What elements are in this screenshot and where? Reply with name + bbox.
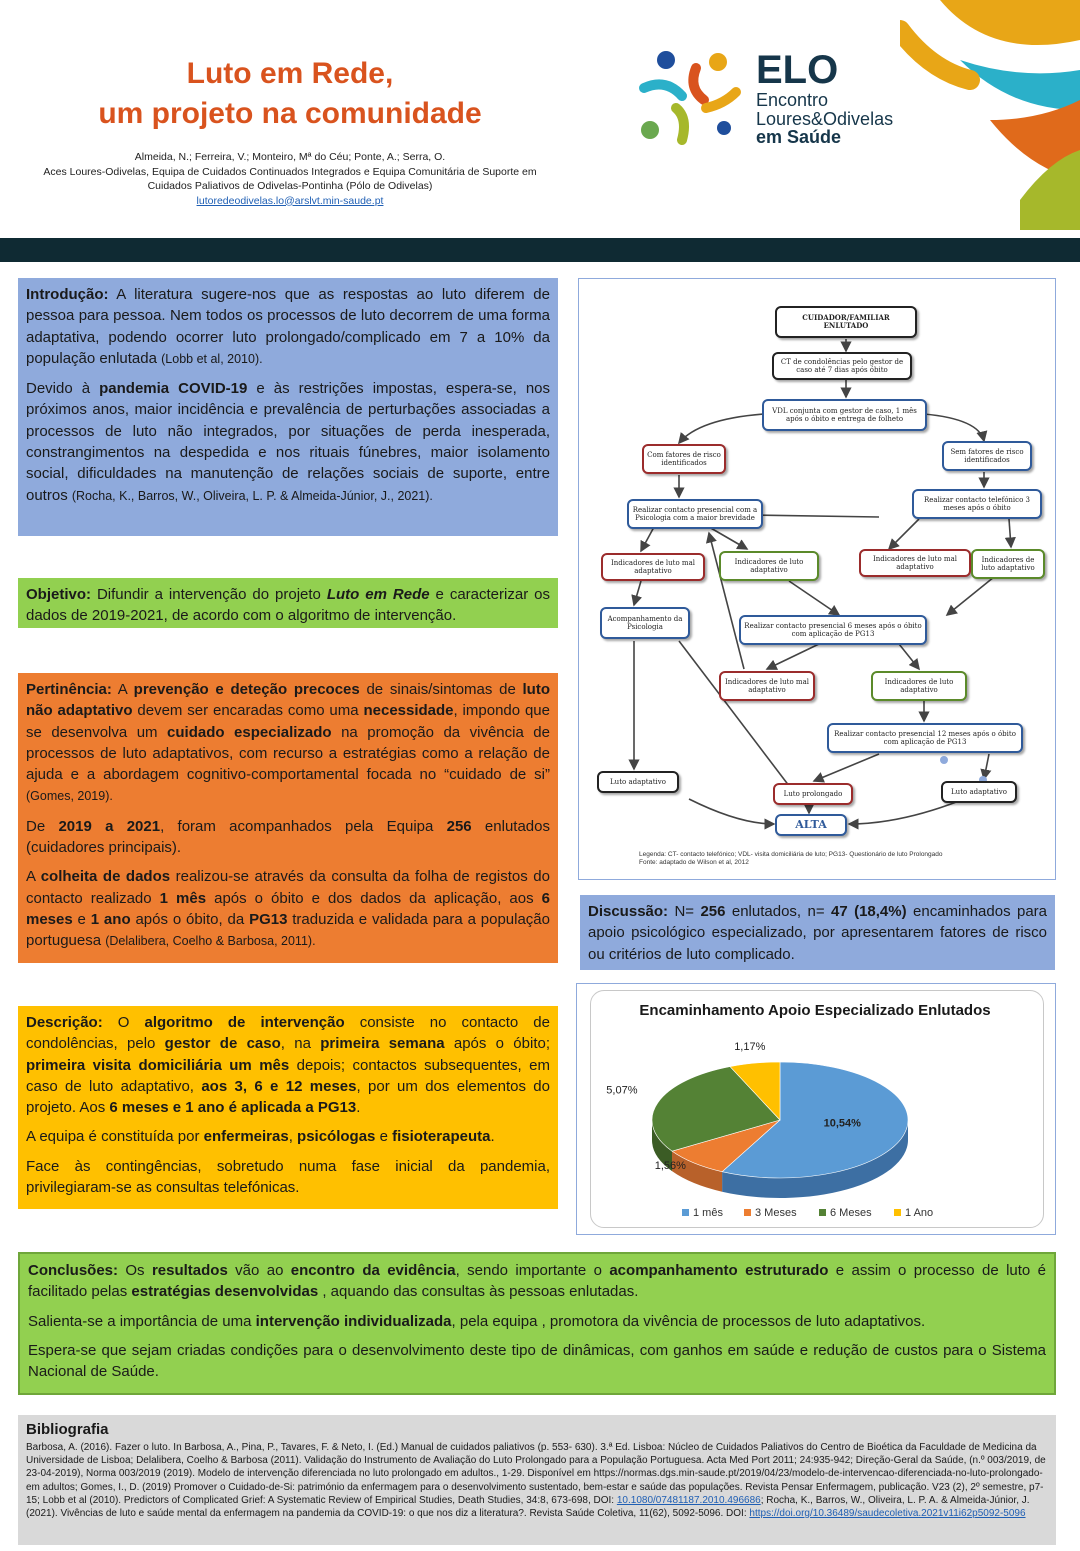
- flow-node-com-risco: Com fatores de risco identificados: [642, 444, 726, 474]
- pie-chart-title: Encaminhamento Apoio Especializado Enlutados: [639, 1002, 991, 1019]
- pert-t: enlutados (cuidadores principais).: [26, 817, 550, 857]
- desc-t: depois; contactos subsequentes, em caso de luto adaptativo,: [26, 1056, 551, 1095]
- conc-text-3: Espera-se que sejam criadas condições para o desenvolvimento deste tipo de dinâmicas, com ganhos em saúde e redução de custos para o Sistema Nacional de Saúde.: [28, 1341, 1046, 1381]
- flow-node-vdl: VDL conjunta com gestor de caso, 1 mês após o óbito e entrega de folheto: [762, 399, 927, 431]
- flow-node-luto-adaptativo-1: Luto adaptativo: [597, 771, 679, 793]
- desc-b: aos 3, 6 e 12 meses: [201, 1077, 357, 1095]
- doi-link-lobb[interactable]: 10.1080/07481187.2010.496686: [616, 1494, 761, 1506]
- pert-b: 1 mês: [159, 889, 207, 907]
- desc-t: , na: [280, 1035, 321, 1053]
- disc-t: N=: [668, 903, 701, 920]
- logo-line-3: em Saúde: [756, 127, 842, 147]
- legend-swatch-3: [894, 1209, 901, 1216]
- flow-node-acomp-psicologia: Acompanhamento da Psicologia: [600, 607, 690, 639]
- conc-t: , pela equipa , promotora da vivência de processos de luto adaptativos.: [451, 1312, 926, 1330]
- flow-node-contacto-6-meses: Realizar contacto presencial 6 meses após o óbito com aplicação de PG13: [739, 615, 927, 645]
- conc-t: , aquando das consultas às pessoas enlutadas.: [318, 1283, 639, 1301]
- intro-ref-2: (Rocha, K., Barros, W., Oliveira, L. P. & Almeida-Júnior, J., 2021).: [71, 488, 433, 503]
- conc-t: e assim o processo de luto é facilitado pelas: [28, 1262, 1046, 1301]
- desc-t: ,: [288, 1128, 298, 1146]
- pert-t: após o óbito, da: [130, 910, 250, 928]
- pert-b: colheita de dados: [40, 868, 171, 886]
- flow-node-contacto-12-meses: Realizar contacto presencial 12 meses após o óbito com aplicação de PG13: [827, 723, 1023, 753]
- pert-t: realizou-se através da consulta da folha de registos do contacto realizado: [26, 868, 550, 907]
- pie-data-label-2: 5,07%: [606, 1084, 638, 1097]
- desc-t: após o óbito;: [444, 1035, 551, 1053]
- pie-data-label-3: 1,17%: [734, 1041, 766, 1054]
- pert-b: 1 ano: [90, 910, 131, 928]
- desc-b: psicólogas: [297, 1128, 376, 1146]
- desc-b: gestor de caso: [164, 1035, 281, 1053]
- pertinencia-label: Pertinência:: [26, 681, 112, 698]
- algorithm-flowchart: [578, 278, 1056, 880]
- logo-name: ELO: [756, 48, 839, 92]
- objetivo-project-name: Luto em Rede: [326, 586, 430, 603]
- desc-text-3: Face às contingências, sobretudo numa fase inicial da pandemia, privilegiaram-se as consultas telefónicas.: [26, 1157, 550, 1197]
- desc-t: A equipa é constituída por: [26, 1128, 204, 1146]
- flow-node-luto-adaptativo-2: Luto adaptativo: [941, 781, 1017, 803]
- authors: Almeida, N.; Ferreira, V.; Monteiro, Mª do Céu; Ponte, A.; Serra, O.: [134, 151, 446, 163]
- pert-t: de sinais/sintomas de: [359, 681, 523, 698]
- desc-t: e: [375, 1128, 393, 1146]
- conc-b: acompanhamento estruturado: [609, 1262, 829, 1279]
- desc-b: primeira semana: [320, 1035, 445, 1053]
- desc-t: O: [102, 1014, 145, 1031]
- intro-ref-1: (Lobb et al, 2010).: [161, 351, 263, 366]
- flow-node-mal-adaptativo-1: Indicadores de luto mal adaptativo: [601, 553, 705, 581]
- legend-label-0: 1 mês: [693, 1207, 723, 1219]
- desc-t: , por um dos elementos do projeto. Aos: [26, 1077, 550, 1117]
- title-line-1: Luto em Rede,: [186, 57, 394, 90]
- pert-ref-1: (Gomes, 2019).: [26, 789, 113, 804]
- affiliation: Aces Loures-Odivelas, Equipa de Cuidados Continuados Integrados e Equipa Comunitária de Suporte em Cuidados Paliativos de Odivelas-Pontinha (Pólo de Odivelas): [43, 165, 537, 192]
- authors-block: [20, 150, 560, 208]
- flow-legend-source: Fonte: adaptado de Wilson et al, 2012: [639, 859, 749, 866]
- logo-line-1: Encontro: [756, 90, 829, 110]
- pert-t: A: [111, 681, 134, 698]
- pert-t: após o óbito e dos dados da aplicação, aos: [206, 889, 542, 907]
- pert-t: devem ser encaradas como uma: [132, 702, 364, 720]
- legend-label-2: 6 Meses: [830, 1207, 872, 1219]
- pie-data-label-0: 10,54%: [823, 1117, 861, 1130]
- conc-t: Salienta-se a importância de uma: [28, 1312, 256, 1330]
- bib-text-1: Barbosa, A. (2016). Fazer o luto. In Barbosa, A., Pina, P., Tavares, F. & Neto, I. (Ed.) Manual de cuidados paliativos (p. 553- 630). 3.ª Ed. Lisboa: Núcleo de Cuidados Paliativos do Centro de Bioética da Faculdade de Medicina da Universidade de Lisboa; Delalibera, Coelho & Barbosa (2011). Validação do Instrumento de Avaliação do Luto Prolongado para a População Portuguesa. Acta Med Port 2011; 24:935-942; Direção-Geral da Saúde, (n.º 003/2019, de 23-04-2019), Norma 003/2019 (2019). Modelo de intervenção diferenciada no luto prolongado em adultos., 1-29. Disponível em https://normas.dgs.min-saude.pt/2019/04/23/modelo-de-intervencao-diferenciada-no-luto-prolongado-em adultos; Gomes, I., D. (2019) Promover o Cuidado-de-Si: património da enfermagem para o desenvolvimento sustentado, bem-estar e saúde das populações. Revista Pensar Enfermagem, publicação. V23 (2), 2º semestre, p7-15; Lobb et al (2010). Predictors of Complicated Grief: A Systematic Review of Empirical Studies, Death Studies, 34:8, 673-698, DOI:: [26, 1442, 1046, 1506]
- legend-swatch-2: [819, 1209, 826, 1216]
- pert-b: necessidade: [363, 702, 454, 720]
- pert-t: A: [26, 868, 41, 886]
- pertinencia-box: [18, 673, 558, 963]
- desc-b: fisioterapeuta: [392, 1128, 491, 1146]
- flow-node-enlutado: CUIDADOR/FAMILIAR ENLUTADO: [775, 306, 917, 338]
- pert-b: 2019 a 2021: [58, 817, 161, 835]
- conc-b: encontro da evidência: [290, 1262, 456, 1279]
- flow-node-psicologia: Realizar contacto presencial com a Psicologia com a maior brevidade: [627, 499, 763, 529]
- pert-t: na promoção da vivência de processos de luto adaptativos, com recurso a estratégias como a relação de ajuda e a abordagem cognitivo-comportamental focada no “cuidado de si”: [26, 723, 550, 784]
- legend-label-3: 1 Ano: [905, 1207, 934, 1219]
- pert-t: , foram acompanhados pela Equipa: [160, 817, 447, 835]
- flow-node-luto-prolongado: Luto prolongado: [773, 783, 853, 805]
- conc-t: vão ao: [227, 1262, 291, 1279]
- discussao-label: Discussão:: [588, 903, 669, 920]
- pert-b: PG13: [249, 910, 288, 928]
- legend-label-1: 3 Meses: [755, 1207, 797, 1219]
- pie-chart: [590, 1040, 1044, 1230]
- discussao-box: [580, 895, 1055, 970]
- flow-node-adaptativo-3: Indicadores de luto adaptativo: [871, 671, 967, 701]
- descricao-box: [18, 1006, 558, 1209]
- flow-node-adaptativo-2: Indicadores de luto adaptativo: [971, 549, 1045, 579]
- conclusoes-label: Conclusões:: [28, 1262, 119, 1279]
- flow-legend-abbrev: Legenda: CT- contacto telefónico; VDL- visita domiciliária de luto; PG13- Questionário de luto Prolongado: [639, 851, 943, 858]
- disc-b: 47 (18,4%): [831, 903, 907, 920]
- conc-t: , sendo importante o: [455, 1262, 610, 1279]
- intro-text-2c: e às restrições impostas, espera-se, nos próximos anos, maior incidência e prevalência de perturbações associadas a processos de luto não integrados, por situações de perda inesperada, constrangimentos na despedida e nos rituais fúnebres, maior isolamento social, dificuldades na manutenção de relações sociais de suporte, entre outros: [26, 380, 551, 504]
- desc-t: .: [356, 1099, 361, 1117]
- doi-link-rocha[interactable]: https://doi.org/10.36489/saudecoletiva.2021v11i62p5092-5096: [749, 1508, 1026, 1520]
- header-band: [0, 238, 1080, 262]
- flow-node-adaptativo-1: Indicadores de luto adaptativo: [719, 551, 819, 581]
- objetivo-box: [18, 578, 558, 628]
- pert-t: , impondo que se desenvolva um: [26, 702, 550, 741]
- pie-data-label-1: 1,56%: [654, 1159, 686, 1172]
- disc-t: encaminhados para apoio psicológico especializado, por apresentarem fatores de risco ou critérios de luto complicado.: [588, 903, 1047, 963]
- flow-node-alta: ALTA: [775, 814, 847, 836]
- decorative-swirls-icon: [900, 0, 1080, 230]
- bib-text-2: ; Rocha, K., Barros, W., Oliveira, L. P. A. & Almeida-Júnior, J. (2021). Vivências de luto e saúde mental da enfermagem na pandemia da COVID-19: o que nos diz a literatura?. Revista Saúde Coletiva, 11(62), 5092-5096. DOI:: [26, 1494, 1030, 1520]
- desc-t: consiste no contacto de condolências, pelo: [26, 1014, 550, 1053]
- flow-node-contacto-3-meses: Realizar contacto telefónico 3 meses após o óbito: [912, 489, 1042, 519]
- pert-b: cuidado especializado: [167, 723, 332, 741]
- desc-b: algoritmo de intervenção: [144, 1014, 345, 1031]
- logo-line-2: Loures&Odivelas: [756, 109, 894, 129]
- flow-node-mal-adaptativo-2: Indicadores de luto mal adaptativo: [859, 549, 971, 577]
- flow-node-condolencias: CT de condolências pelo gestor de caso até 7 dias após óbito: [772, 352, 912, 380]
- disc-t: enlutados, n=: [725, 903, 831, 920]
- intro-highlight-covid: pandemia COVID-19: [99, 380, 248, 398]
- bibliografia-title: Bibliografia: [26, 1421, 109, 1438]
- conc-b: intervenção individualizada: [255, 1312, 452, 1330]
- desc-b: primeira visita domiciliária um mês: [26, 1056, 290, 1074]
- conc-t: Os: [118, 1262, 152, 1279]
- conc-b: resultados: [151, 1262, 228, 1279]
- pert-ref-3: (Delalibera, Coelho & Barbosa, 2011).: [105, 934, 316, 949]
- desc-b: 6 meses e 1 ano é aplicada a PG13: [109, 1099, 357, 1117]
- pert-b: luto não adaptativo: [26, 681, 551, 720]
- objetivo-label: Objetivo:: [26, 586, 92, 603]
- pert-t: traduzida e validada para a população portuguesa: [26, 910, 550, 950]
- bibliografia-box: [18, 1415, 1056, 1545]
- legend-swatch-1: [744, 1209, 751, 1216]
- intro-text-2a: Devido à: [26, 380, 100, 398]
- descricao-label: Descrição:: [26, 1014, 103, 1031]
- poster-title: [40, 54, 540, 134]
- objetivo-text-c: e caracterizar os dados de 2019-2021, de acordo com o algoritmo de intervenção.: [26, 586, 550, 625]
- title-line-2: um projeto na comunidade: [98, 97, 482, 130]
- conclusoes-box: [18, 1252, 1056, 1395]
- flow-node-sem-risco: Sem fatores de risco identificados: [942, 441, 1032, 471]
- desc-t: .: [490, 1128, 495, 1146]
- intro-box: [18, 278, 558, 536]
- legend-swatch-0: [682, 1209, 689, 1216]
- contact-email-link[interactable]: lutoredeodivelas.lo@arslvt.min-saude.pt: [196, 194, 384, 207]
- desc-b: enfermeiras: [203, 1128, 289, 1146]
- flow-node-mal-adaptativo-3: Indicadores de luto mal adaptativo: [719, 671, 815, 701]
- intro-label: Introdução:: [26, 286, 109, 303]
- pert-b: prevenção e deteção precoces: [133, 681, 360, 698]
- pert-b: 6 meses: [26, 889, 550, 928]
- disc-b: 256: [700, 903, 726, 920]
- pert-b: 256: [446, 817, 472, 835]
- pert-t: e: [72, 910, 91, 928]
- pert-t: De: [26, 817, 59, 835]
- objetivo-text-a: Difundir a intervenção do projeto: [91, 586, 327, 603]
- conc-b: estratégias desenvolvidas: [131, 1283, 319, 1301]
- intro-text-1: A literatura sugere-nos que as respostas ao luto diferem de pessoa para pessoa. Nem todos os processos de luto decorrem de uma forma adaptativa, podendo ocorrer luto prolongado/complicado em 7 a 10% da população enlutada: [26, 286, 550, 367]
